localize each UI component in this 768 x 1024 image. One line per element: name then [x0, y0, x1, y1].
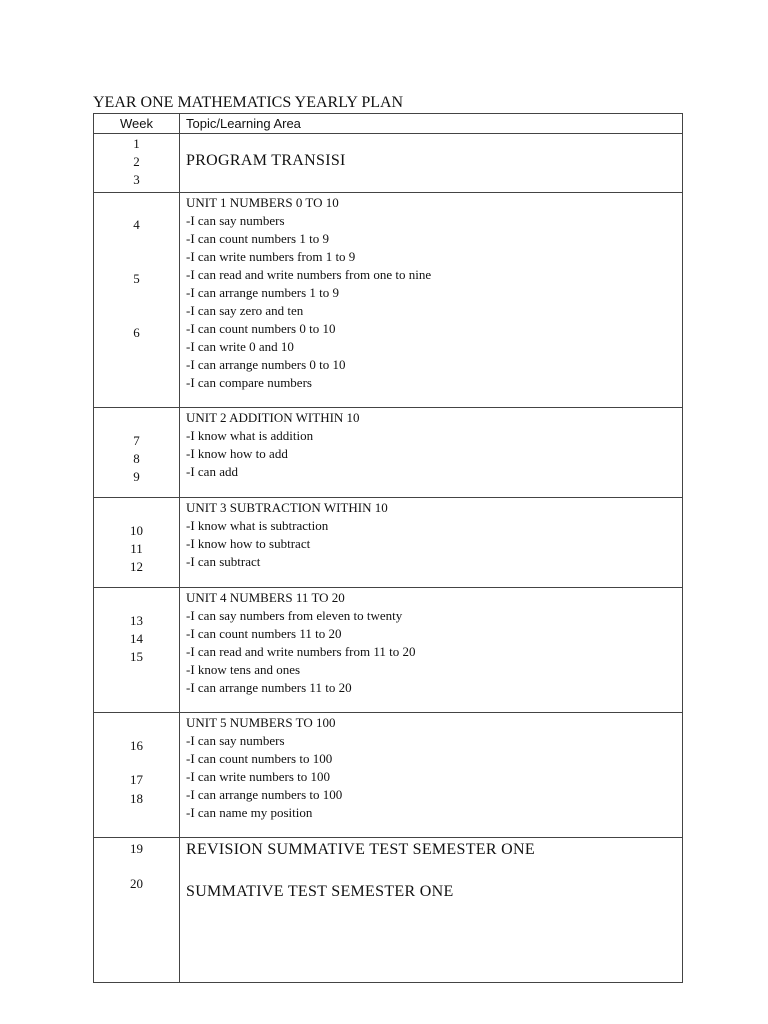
learning-item: -I can arrange numbers 0 to 10 — [186, 357, 346, 372]
unit-heading: UNIT 5 NUMBERS TO 100 — [186, 715, 336, 730]
learning-item: -I know what is addition — [186, 428, 314, 443]
header-week: Week — [120, 116, 153, 131]
learning-item: -I can name my position — [186, 805, 313, 820]
learning-item: -I can arrange numbers 11 to 20 — [186, 680, 352, 695]
week-number: 18 — [130, 791, 143, 806]
row-content — [186, 589, 678, 697]
table-row-unit-3 — [94, 497, 682, 588]
table-row-unit-1 — [94, 192, 682, 408]
page-title: YEAR ONE MATHEMATICS YEARLY PLAN — [93, 94, 404, 111]
learning-item: -I can read and write numbers from one to nine — [186, 267, 432, 282]
week-number: 16 — [130, 738, 143, 753]
week-number: 8 — [133, 451, 140, 466]
week-number: 15 — [130, 649, 143, 664]
learning-item: -I know tens and ones — [186, 662, 301, 677]
header-topic: Topic/Learning Area — [186, 116, 301, 131]
summative-test-label: SUMMATIVE TEST SEMESTER ONE — [186, 883, 454, 900]
learning-item: -I can arrange numbers to 100 — [186, 787, 343, 802]
unit-heading: UNIT 2 ADDITION WITHIN 10 — [186, 410, 360, 425]
yearly-plan-table — [93, 113, 683, 983]
row-content — [186, 499, 678, 571]
learning-item: -I can add — [186, 464, 238, 479]
table-row-unit-2 — [94, 407, 682, 498]
unit-heading: UNIT 4 NUMBERS 11 TO 20 — [186, 590, 345, 605]
week-number: 14 — [130, 631, 143, 646]
learning-item: -I can write numbers from 1 to 9 — [186, 249, 356, 264]
week-number: 1 — [133, 136, 140, 151]
learning-item: -I know how to add — [186, 446, 288, 461]
week-number: 17 — [130, 772, 143, 787]
learning-item: -I know what is subtraction — [186, 518, 329, 533]
learning-item: -I can say numbers — [186, 733, 285, 748]
week-number: 13 — [130, 613, 143, 628]
learning-item: -I can write 0 and 10 — [186, 339, 294, 354]
week-number: 19 — [130, 841, 143, 856]
table-row-summative-test — [94, 837, 682, 984]
table-row-program-transisi — [94, 133, 682, 193]
learning-item: -I can arrange numbers 1 to 9 — [186, 285, 340, 300]
learning-item: -I can say numbers — [186, 213, 285, 228]
week-number: 11 — [130, 541, 143, 556]
week-number: 20 — [130, 876, 143, 891]
table-row-unit-5 — [94, 712, 682, 838]
learning-item: -I can subtract — [186, 554, 261, 569]
table-header-row — [94, 114, 682, 133]
unit-heading: UNIT 3 SUBTRACTION WITHIN 10 — [186, 500, 388, 515]
row-content — [186, 194, 678, 392]
learning-item: -I can count numbers 0 to 10 — [186, 321, 336, 336]
learning-item: -I can count numbers to 100 — [186, 751, 333, 766]
learning-item: -I can count numbers 1 to 9 — [186, 231, 329, 246]
learning-item: -I can read and write numbers from 11 to 20 — [186, 644, 416, 659]
learning-item: -I can say numbers from eleven to twenty — [186, 608, 403, 623]
learning-item: -I know how to subtract — [186, 536, 311, 551]
week-number: 12 — [130, 559, 143, 574]
week-number: 7 — [133, 433, 140, 448]
week-number: 2 — [133, 154, 140, 169]
week-number: 4 — [133, 217, 140, 232]
week-number: 5 — [133, 271, 140, 286]
week-number: 3 — [133, 172, 140, 187]
week-number: 6 — [133, 325, 140, 340]
week-number: 9 — [133, 469, 140, 484]
table-row-unit-4 — [94, 587, 682, 713]
unit-heading: UNIT 1 NUMBERS 0 TO 10 — [186, 195, 339, 210]
week-number: 10 — [130, 523, 143, 538]
learning-item: -I can write numbers to 100 — [186, 769, 331, 784]
learning-item: -I can count numbers 11 to 20 — [186, 626, 342, 641]
row-heading: PROGRAM TRANSISI — [186, 152, 346, 169]
revision-test-label: REVISION SUMMATIVE TEST SEMESTER ONE — [186, 841, 535, 858]
learning-item: -I can compare numbers — [186, 375, 312, 390]
learning-item: -I can say zero and ten — [186, 303, 304, 318]
row-content — [186, 714, 678, 822]
row-content — [186, 409, 678, 481]
